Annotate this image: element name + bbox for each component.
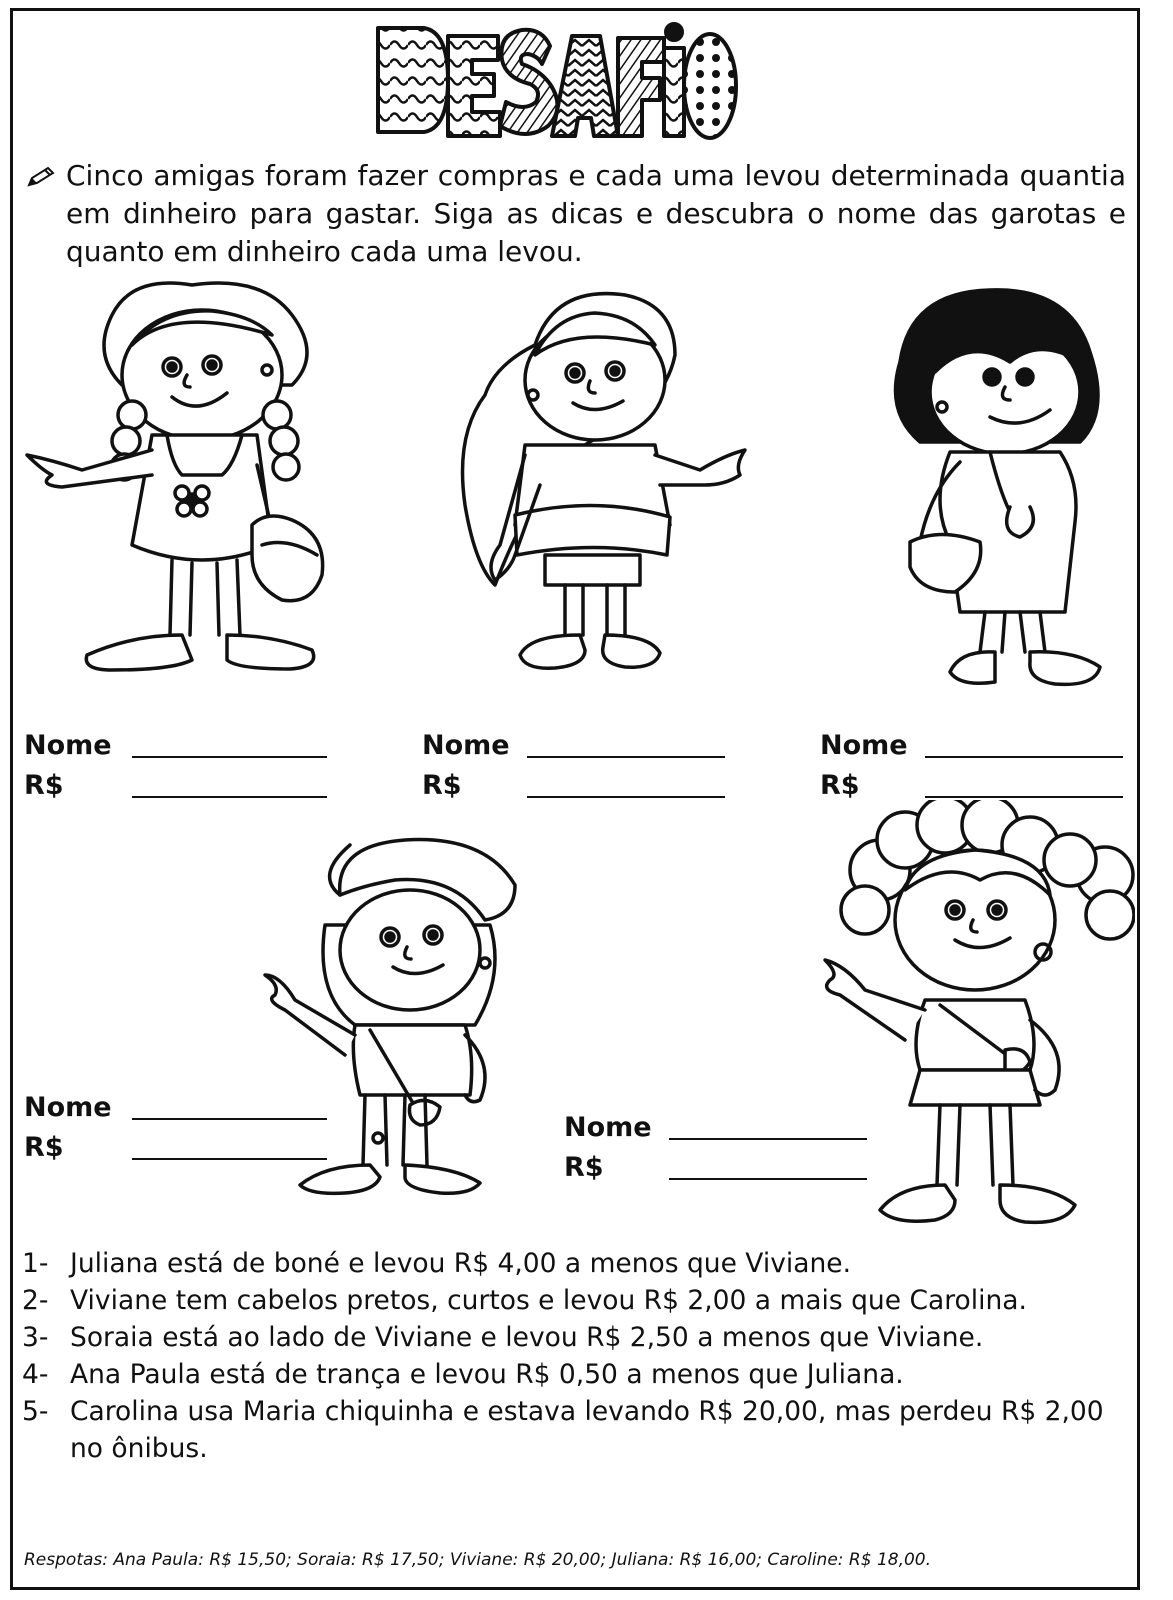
money-blank[interactable]: [669, 1178, 867, 1180]
name-blank[interactable]: [925, 756, 1123, 758]
money-label: R$: [24, 1132, 64, 1163]
girl-1-illustration: [22, 275, 352, 685]
pencil-icon: [26, 165, 56, 189]
name-label: Nome: [820, 730, 908, 761]
girl-3-fields: [820, 730, 1130, 810]
girl-5-fields: [564, 1112, 874, 1192]
answers-footnote: Respotas: Ana Paula: R$ 15,50; Soraia: R$ 17,50; Viviane: R$ 20,00; Juliana: R$ 16,00; Caroline: R$ 18,00.: [24, 1550, 932, 1570]
clue-number: 3-: [22, 1322, 49, 1353]
name-blank[interactable]: [132, 1118, 327, 1120]
clue-item: [22, 1245, 1132, 1282]
instructions: [26, 157, 1126, 271]
name-label: Nome: [564, 1112, 652, 1143]
girl-3-illustration: [880, 282, 1120, 692]
name-label: Nome: [24, 1092, 112, 1123]
clue-number: 5-: [22, 1396, 49, 1427]
clue-number: 2-: [22, 1285, 49, 1316]
girl-4-fields: [24, 1092, 334, 1172]
clue-number: 1-: [22, 1248, 49, 1279]
clue-text: Soraia está ao lado de Viviane e levou R$ 2,50 a menos que Viviane.: [70, 1322, 984, 1353]
girl-2-illustration: [455, 285, 755, 685]
clue-item: [22, 1356, 1132, 1393]
money-blank[interactable]: [527, 796, 725, 798]
clue-number: 4-: [22, 1359, 49, 1390]
clues-list: [22, 1245, 1132, 1467]
name-blank[interactable]: [527, 756, 725, 758]
name-blank[interactable]: [132, 756, 327, 758]
money-blank[interactable]: [132, 1158, 327, 1160]
clue-item: [22, 1319, 1132, 1356]
money-blank[interactable]: [925, 796, 1123, 798]
name-blank[interactable]: [669, 1138, 867, 1140]
intro-text: Cinco amigas foram fazer compras e cada uma levou determinada quantia em dinheiro para gastar. Siga as dicas e descubra o nome das garotas e quanto em dinheiro cada uma levou.: [66, 159, 1126, 268]
clue-text: Viviane tem cabelos pretos, curtos e levou R$ 2,00 a mais que Carolina.: [70, 1285, 1027, 1316]
money-label: R$: [422, 770, 462, 801]
title-lettering-image: [372, 18, 738, 144]
money-blank[interactable]: [132, 796, 327, 798]
girl-2-fields: [422, 730, 732, 810]
title-logo: [372, 18, 738, 144]
clue-item: [22, 1282, 1132, 1319]
clue-item: [22, 1393, 1132, 1467]
clue-text: Carolina usa Maria chiquinha e estava levando R$ 20,00, mas perdeu R$ 2,00 no ônibus.: [70, 1396, 1104, 1464]
name-label: Nome: [24, 730, 112, 761]
money-label: R$: [820, 770, 860, 801]
girl-1-fields: [24, 730, 334, 810]
clue-text: Juliana está de boné e levou R$ 4,00 a menos que Viviane.: [70, 1248, 852, 1279]
money-label: R$: [564, 1152, 604, 1183]
money-label: R$: [24, 770, 64, 801]
name-label: Nome: [422, 730, 510, 761]
clue-text: Ana Paula está de trança e levou R$ 0,50 a menos que Juliana.: [70, 1359, 904, 1390]
